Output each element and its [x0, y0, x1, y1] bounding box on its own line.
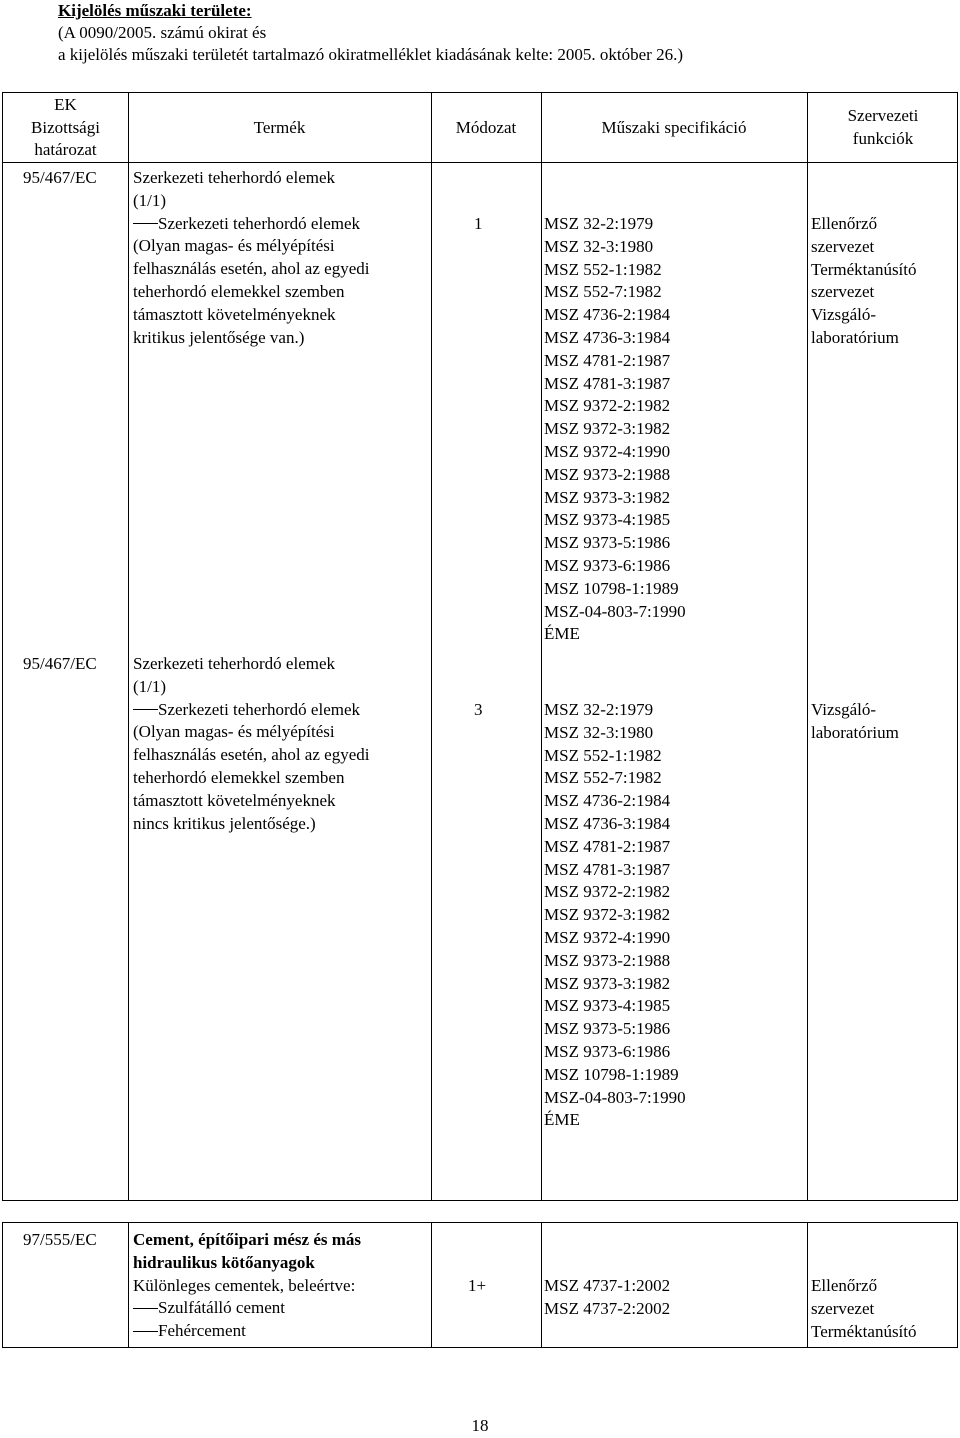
header-line: (A 0090/2005. számú okirat és	[58, 23, 267, 42]
product-cell: Cement, építőipari mész és más hidraulikus kötőanyagok Különleges cementek, beleértve: Szulfátálló cement Fehércement	[133, 1230, 362, 1341]
product-cell: Szerkezeti teherhordó elemek (1/1) Szerkezeti teherhordó elemek (Olyan magas- és mélyépítési felhasználás esetén, ahol az egyedi teherhordó elemekkel szemben támasztott követelményeknek nincs kritikus jelentősége.)	[133, 654, 370, 833]
document-header	[58, 0, 683, 66]
ek-decision-value: 95/467/EC	[23, 168, 97, 187]
product-cell: Szerkezeti teherhordó elemek (1/1) Szerkezeti teherhordó elemek (Olyan magas- és mélyépítési felhasználás esetén, ahol az egyedi teherhordó elemekkel szemben támasztott követelményeknek kritikus jelentősége van.)	[133, 168, 370, 347]
header-technical-spec: Műszaki specifikáció	[601, 118, 747, 137]
page-number: 18	[471, 1416, 489, 1435]
dash-bullet	[133, 709, 158, 710]
functions-list: Ellenőrző szervezet Terméktanúsító szervezet Vizsgáló- laboratórium	[811, 214, 917, 347]
functions-list: Ellenőrző szervezet Terméktanúsító	[811, 1276, 917, 1341]
header-product: Termék	[253, 118, 306, 137]
certification-table	[2, 92, 958, 1201]
certification-table-continued	[2, 1222, 958, 1348]
dash-bullet	[133, 223, 158, 224]
header-ek-decision: EK Bizottsági határozat	[31, 95, 100, 159]
dash-bullet	[133, 1331, 158, 1332]
header-mode: Módozat	[455, 118, 517, 137]
spec-list: MSZ 4737-1:2002 MSZ 4737-2:2002	[544, 1276, 671, 1318]
header-line: a kijelölés műszaki területét tartalmazó okiratmelléklet kiadásának kelte: 2005. október 26.)	[58, 45, 683, 64]
mode-value: 1	[474, 214, 483, 233]
mode-value: 3	[474, 700, 483, 719]
ek-decision-value: 97/555/EC	[23, 1230, 97, 1249]
functions-list: Vizsgáló- laboratórium	[811, 700, 899, 742]
spec-list: MSZ 32-2:1979 MSZ 32-3:1980 MSZ 552-1:1982 MSZ 552-7:1982 MSZ 4736-2:1984 MSZ 4736-3:1984 MSZ 4781-2:1987 MSZ 4781-3:1987 MSZ 9372-2:1982 MSZ 9372-3:1982 MSZ 9372-4:1990 MSZ 9373-2:1988 MSZ 9373-3:1982 MSZ 9373-4:1985 MSZ 9373-5:1986 MSZ 9373-6:1986 MSZ 10798-1:1989 MSZ-04-803-7:1990 ÉME	[544, 700, 686, 1130]
dash-bullet	[133, 1308, 158, 1309]
header-title: Kijelölés műszaki területe:	[58, 1, 252, 20]
mode-value: 1+	[468, 1276, 487, 1295]
spec-list: MSZ 32-2:1979 MSZ 32-3:1980 MSZ 552-1:1982 MSZ 552-7:1982 MSZ 4736-2:1984 MSZ 4736-3:1984 MSZ 4781-2:1987 MSZ 4781-3:1987 MSZ 9372-2:1982 MSZ 9372-3:1982 MSZ 9372-4:1990 MSZ 9373-2:1988 MSZ 9373-3:1982 MSZ 9373-4:1985 MSZ 9373-5:1986 MSZ 9373-6:1986 MSZ 10798-1:1989 MSZ-04-803-7:1990 ÉME	[544, 214, 686, 644]
header-organizational-functions: Szervezeti funkciók	[847, 106, 919, 148]
ek-decision-value: 95/467/EC	[23, 654, 97, 673]
